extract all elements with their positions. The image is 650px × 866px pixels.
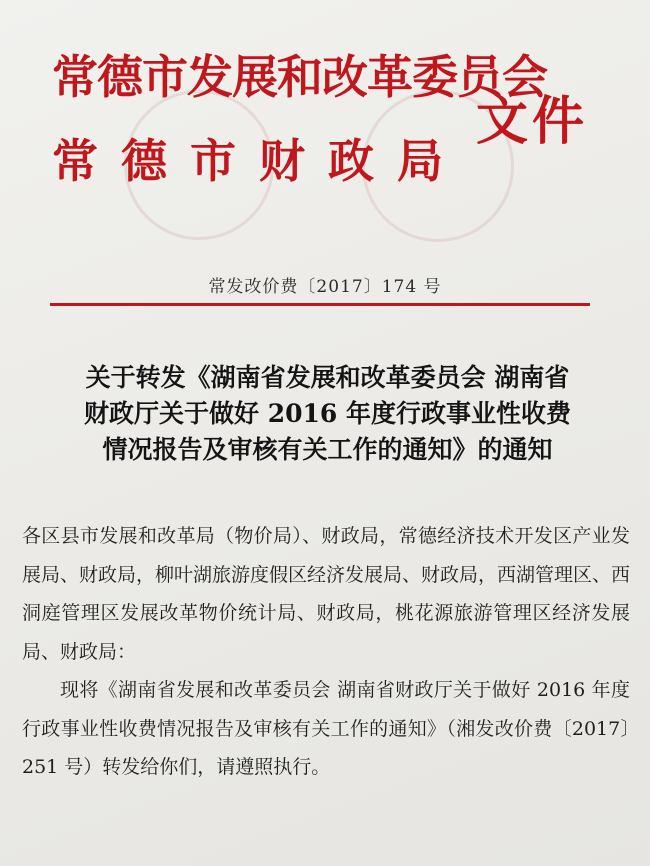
issuer-name-ndrc: 常德市发展和改革委员会: [52, 50, 547, 104]
issuer-name-finance: 常德市财政局: [52, 134, 466, 188]
document-title: [40, 360, 615, 468]
title-line: 财政厅关于做好 2016 年度行政事业性收费: [84, 399, 571, 428]
document-body: [22, 517, 630, 787]
document-type-label: 文件: [476, 91, 589, 152]
body-paragraph: 现将《湖南省发展和改革委员会 湖南省财政厅关于做好 2016 年度行政事业性收费情况报告及审核有关工作的通知》（湘发改价费〔2017〕251 号）转发给你们，请遵照执行。: [22, 679, 630, 778]
title-line: 关于转发《湖南省发展和改革委员会 湖南省: [85, 363, 570, 392]
document-number: 常发改价费〔2017〕174 号: [208, 277, 442, 297]
red-divider-line: [50, 303, 590, 306]
addressee-list: 各区县市发展和改革局（物价局）、财政局，常德经济技术开发区产业发展局、财政局，柳叶湖旅游度假区经济发展局、财政局，西湖管理区、西洞庭管理区发展改革物价统计局、财政局，桃花源旅游管理区经济发展局、财政局：: [22, 525, 631, 663]
title-line: 情况报告及审核有关工作的通知》的通知: [102, 435, 553, 464]
